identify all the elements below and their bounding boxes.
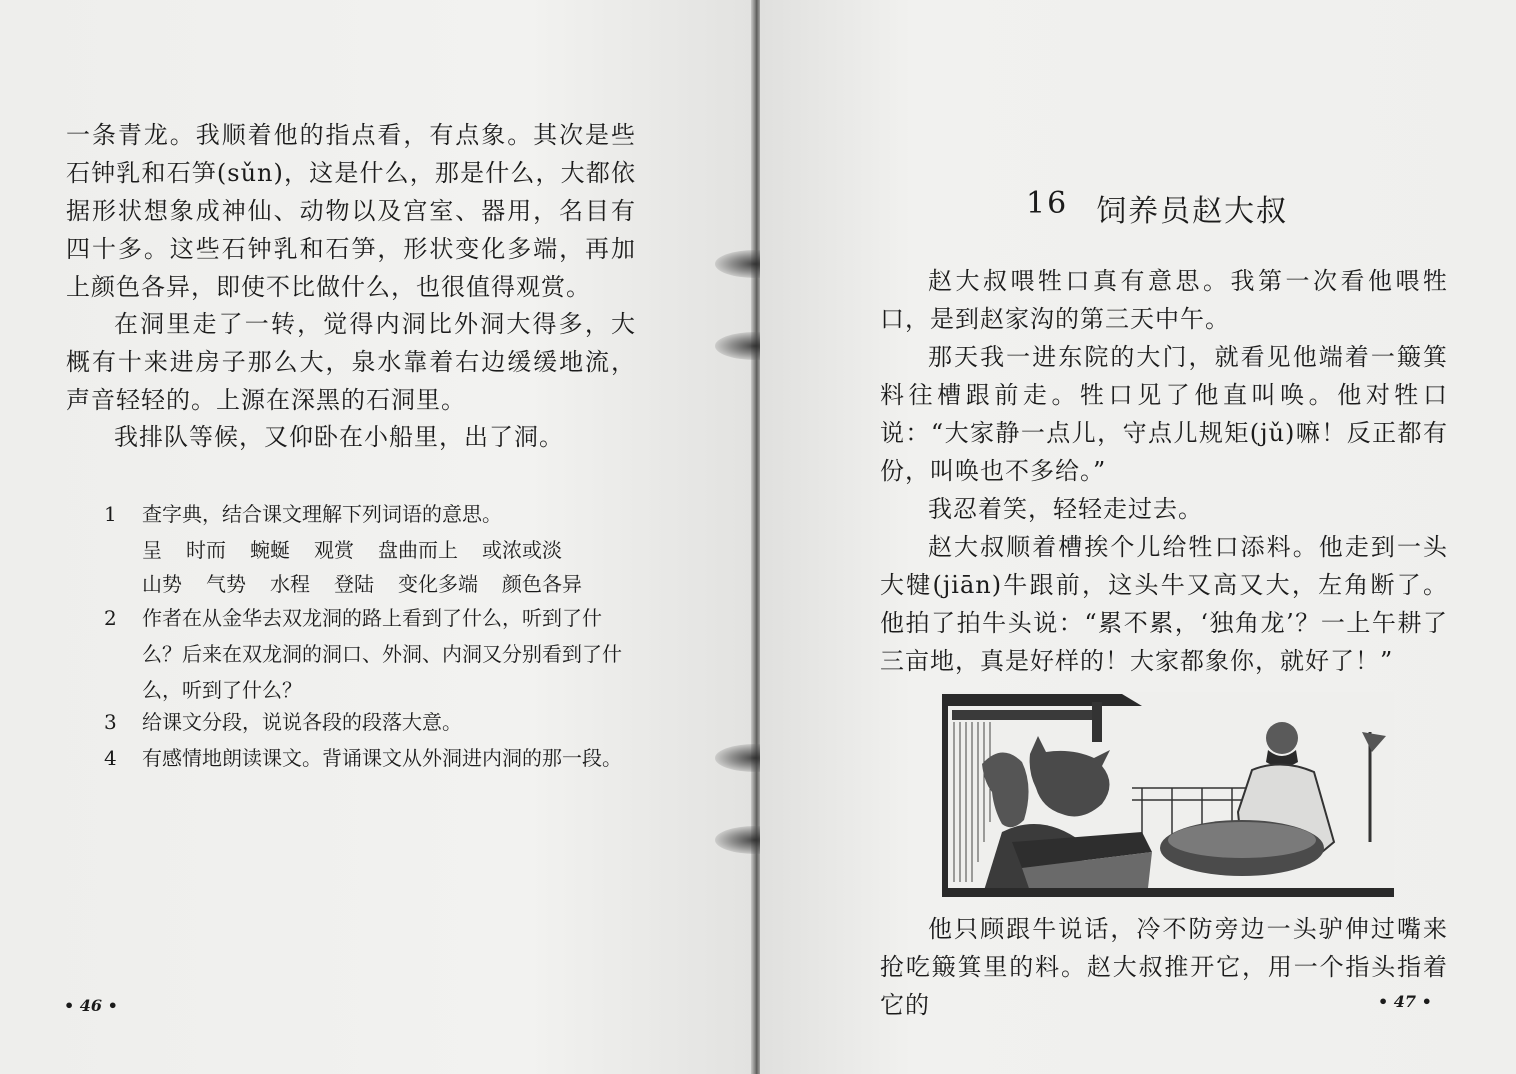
lesson-title-text: 饲养员赵大叔 [1096,194,1289,229]
left-paragraph-3: 我排队等候，又仰卧在小船里，出了洞。 [114,423,564,451]
exercise-number: 2 [104,606,117,630]
exercise-1 [104,496,640,532]
vocab-row-2 [142,566,582,602]
vocab-word: 时而 [186,538,226,562]
exercise-3 [104,704,640,740]
feeding-illustration [942,692,1394,897]
right-paragraph-2: 那天我一进东院的大门，就看见他端着一簸箕料往槽跟前走。牲口见了他直叫唤。他对牲口说：“大家静一点儿，守点儿规矩(jǔ)嘛！反正都有份，叫唤也不多给。” [880,343,1448,485]
vocab-word: 气势 [206,572,246,596]
exercise-text: 作者在从金华去双龙洞的路上看到了什么，听到了什么？后来在双龙洞的洞口、外洞、内洞又分别看到了什么，听到了什么？ [142,606,622,702]
exercise-2 [104,600,640,708]
right-paragraph-4: 赵大叔顺着槽挨个儿给牲口添料。他走到一头大犍(jiān)牛跟前，这头牛又高又大，左角断了。他拍了拍牛头说：“累不累，‘独角龙’？一上午耕了三亩地，真是好样的！大家都象你，就好了！” [880,533,1448,675]
vocab-word: 水程 [270,572,310,596]
vocab-row-1 [142,532,562,568]
exercise-text: 查字典，结合课文理解下列词语的意思。 [142,502,502,526]
lesson-number: 16 [1026,186,1069,221]
vocab-word: 变化多端 [398,572,478,596]
page-number-left: • 46 • [64,996,118,1015]
right-paragraph-3: 我忍着笑，轻轻走过去。 [928,495,1203,523]
left-paragraph-1: 一条青龙。我顺着他的指点看，有点象。其次是些石钟乳和石笋(sǔn)，这是什么，那是什么，大都依据形状想象成神仙、动物以及宫室、器用，名目有四十多。这些石钟乳和石笋，形状变化多端，再加上颜色各异，即使不比做什么，也很值得观赏。 [66,121,636,301]
exercise-number: 4 [104,746,117,770]
left-paragraph-2: 在洞里走了一转，觉得内洞比外洞大得多，大概有十来进房子那么大，泉水靠着右边缓缓地流，声音轻轻的。上源在深黑的石洞里。 [66,310,636,414]
vocab-word: 盘曲而上 [378,538,458,562]
exercise-4 [104,740,640,776]
vocab-word: 登陆 [334,572,374,596]
vocab-word: 山势 [142,572,182,596]
vocab-word: 观赏 [314,538,354,562]
vocab-word: 蜿蜒 [250,538,290,562]
vocab-word: 颜色各异 [502,572,582,596]
right-paragraph-1: 赵大叔喂牲口真有意思。我第一次看他喂牲口，是到赵家沟的第三天中午。 [880,267,1448,333]
exercise-text: 有感情地朗读课文。背诵课文从外洞进内洞的那一段。 [142,746,622,770]
lesson-title [1026,186,1288,230]
right-paragraph-5: 他只顾跟牛说话，冷不防旁边一头驴伸过嘴来抢吃簸箕里的料。赵大叔推开它，用一个指头指着它的 [880,915,1448,1019]
vocab-word: 呈 [142,538,162,562]
left-page [0,0,754,1074]
vocab-word: 或浓或淡 [482,538,562,562]
exercise-text: 给课文分段，说说各段的段落大意。 [142,710,462,734]
page-number-right: • 47 • [1378,992,1432,1011]
exercise-number: 1 [104,502,117,526]
exercise-number: 3 [104,710,117,734]
